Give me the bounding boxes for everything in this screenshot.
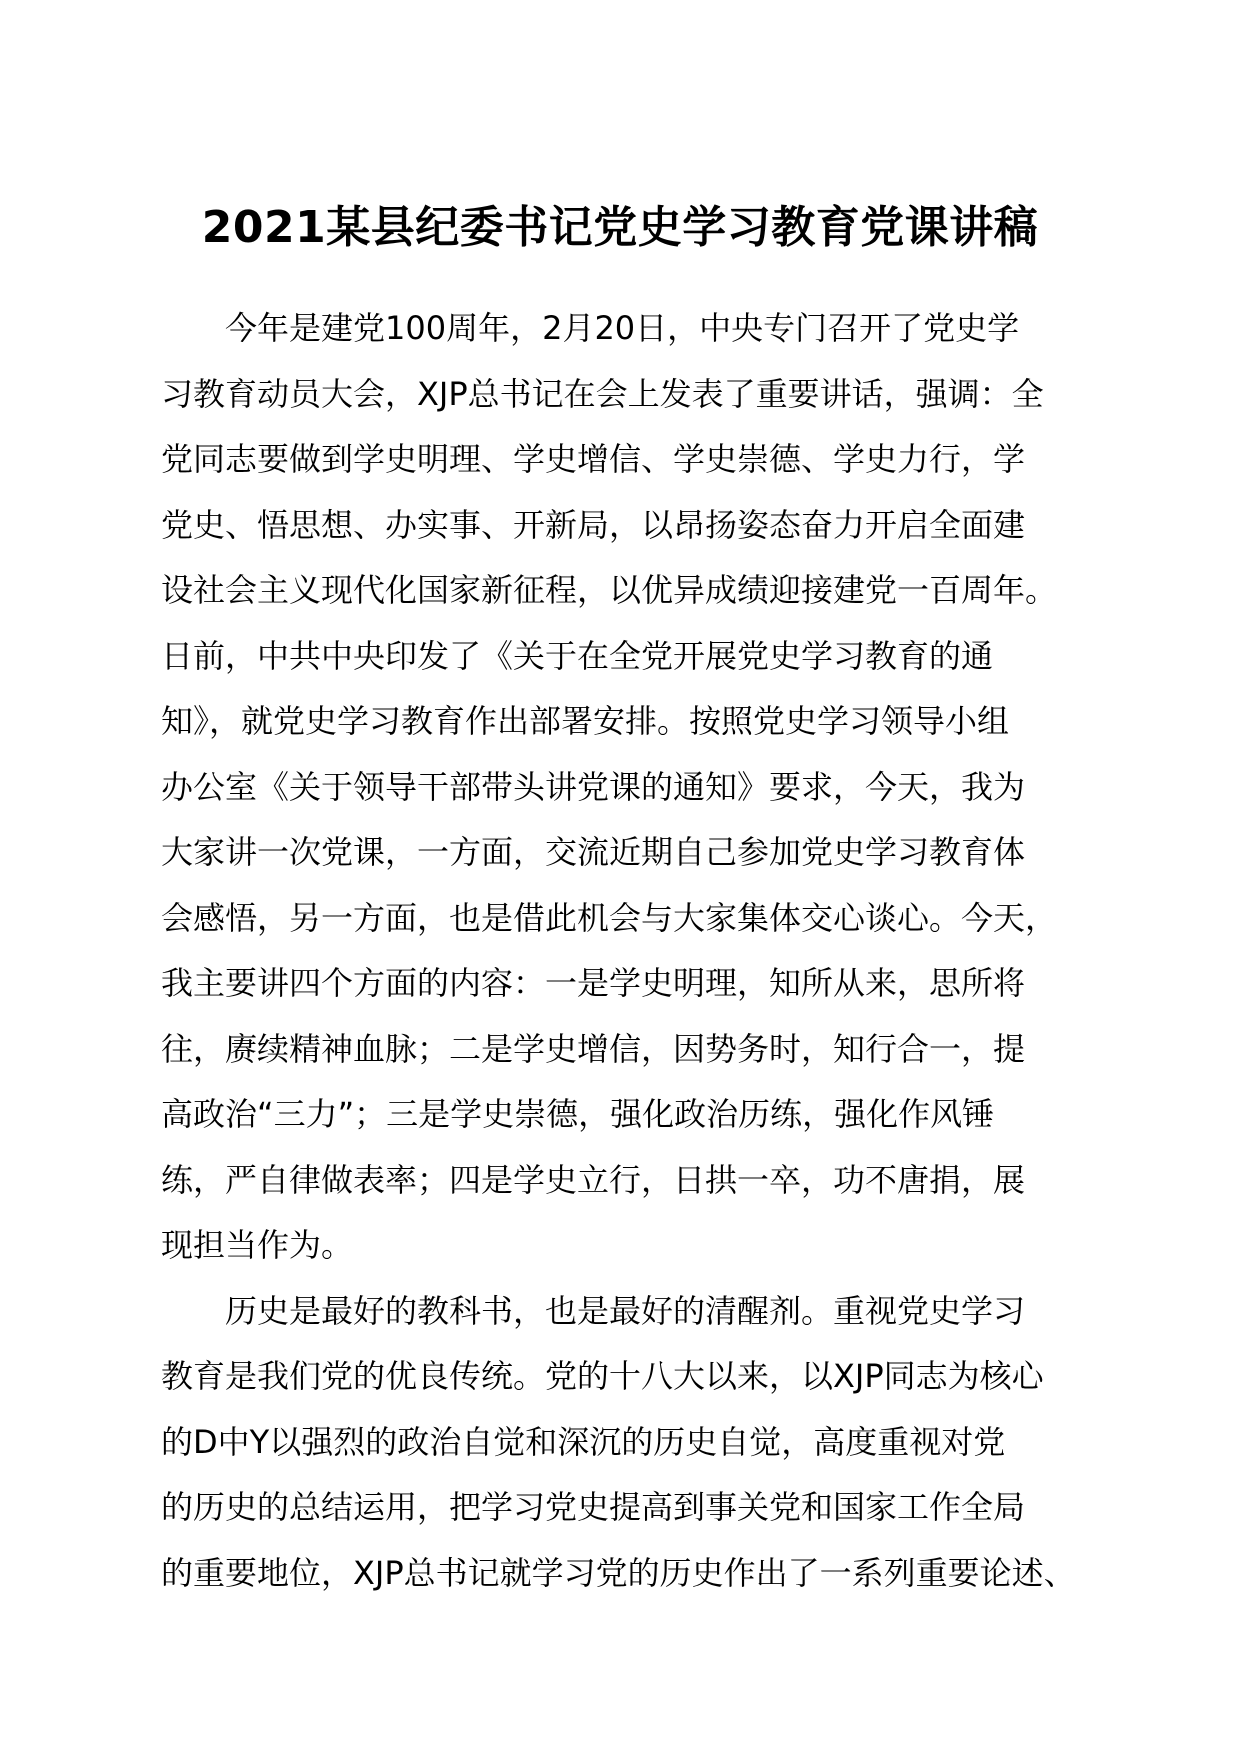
- document-body: [161, 296, 1121, 1606]
- document-title: 2021某县纪委书记党史学习教育党课讲稿: [201, 202, 1039, 253]
- body-text-line: 日前，中共中央印发了《关于在全党开展党史学习教育的通: [161, 636, 994, 675]
- body-text-line: 的重要地位，XJP总书记就学习党的历史作出了一系列重要论述、: [161, 1553, 1076, 1592]
- body-text-line: 设社会主义现代化国家新征程，以优异成绩迎接建党一百周年。: [161, 571, 1058, 609]
- body-text-line: 党同志要做到学史明理、学史增信、学史崇德、学史力行，学: [161, 440, 1026, 478]
- body-text-line: 高政治“三力”；三是学史崇德，强化政治历练，强化作风锤: [161, 1095, 995, 1133]
- body-text-line: 知》，就党史学习教育作出部署安排。按照党史学习领导小组: [161, 702, 1010, 740]
- body-text-line: 教育是我们党的优良传统。党的十八大以来，以XJP同志为核心: [161, 1357, 1044, 1395]
- body-text-line: 的D中Y以强烈的政治自觉和深沉的历史自觉，高度重视对党: [161, 1422, 1006, 1461]
- body-text-line: 大家讲一次党课，一方面，交流近期自己参加党史学习教育体: [161, 833, 1026, 871]
- body-text-line: 历史是最好的教科书，也是最好的清醒剂。重视党史学习: [161, 1291, 1026, 1330]
- body-text-line: 今年是建党100周年，2月20日，中央专门召开了党史学: [161, 309, 1020, 347]
- body-text-line: 现担当作为。: [161, 1226, 354, 1264]
- body-text-line: 会感悟，另一方面，也是借此机会与大家集体交心谈心。今天，: [161, 898, 1058, 937]
- body-text-line: 往，赓续精神血脉；二是学史增信，因势务时，知行合一，提: [161, 1029, 1026, 1068]
- body-text-line: 练，严自律做表率；四是学史立行，日拱一卒，功不唐捐，展: [161, 1160, 1026, 1199]
- body-text-line: 的历史的总结运用，把学习党史提高到事关党和国家工作全局: [161, 1488, 1026, 1526]
- body-text-line: 习教育动员大会，XJP总书记在会上发表了重要讲话，强调：全: [161, 374, 1044, 413]
- body-text-line: 党史、悟思想、办实事、开新局，以昂扬姿态奋力开启全面建: [161, 505, 1026, 544]
- body-text-line: 我主要讲四个方面的内容：一是学史明理，知所从来，思所将: [161, 964, 1026, 1002]
- body-text-line: 办公室《关于领导干部带头讲党课的通知》要求，今天，我为: [161, 767, 1026, 806]
